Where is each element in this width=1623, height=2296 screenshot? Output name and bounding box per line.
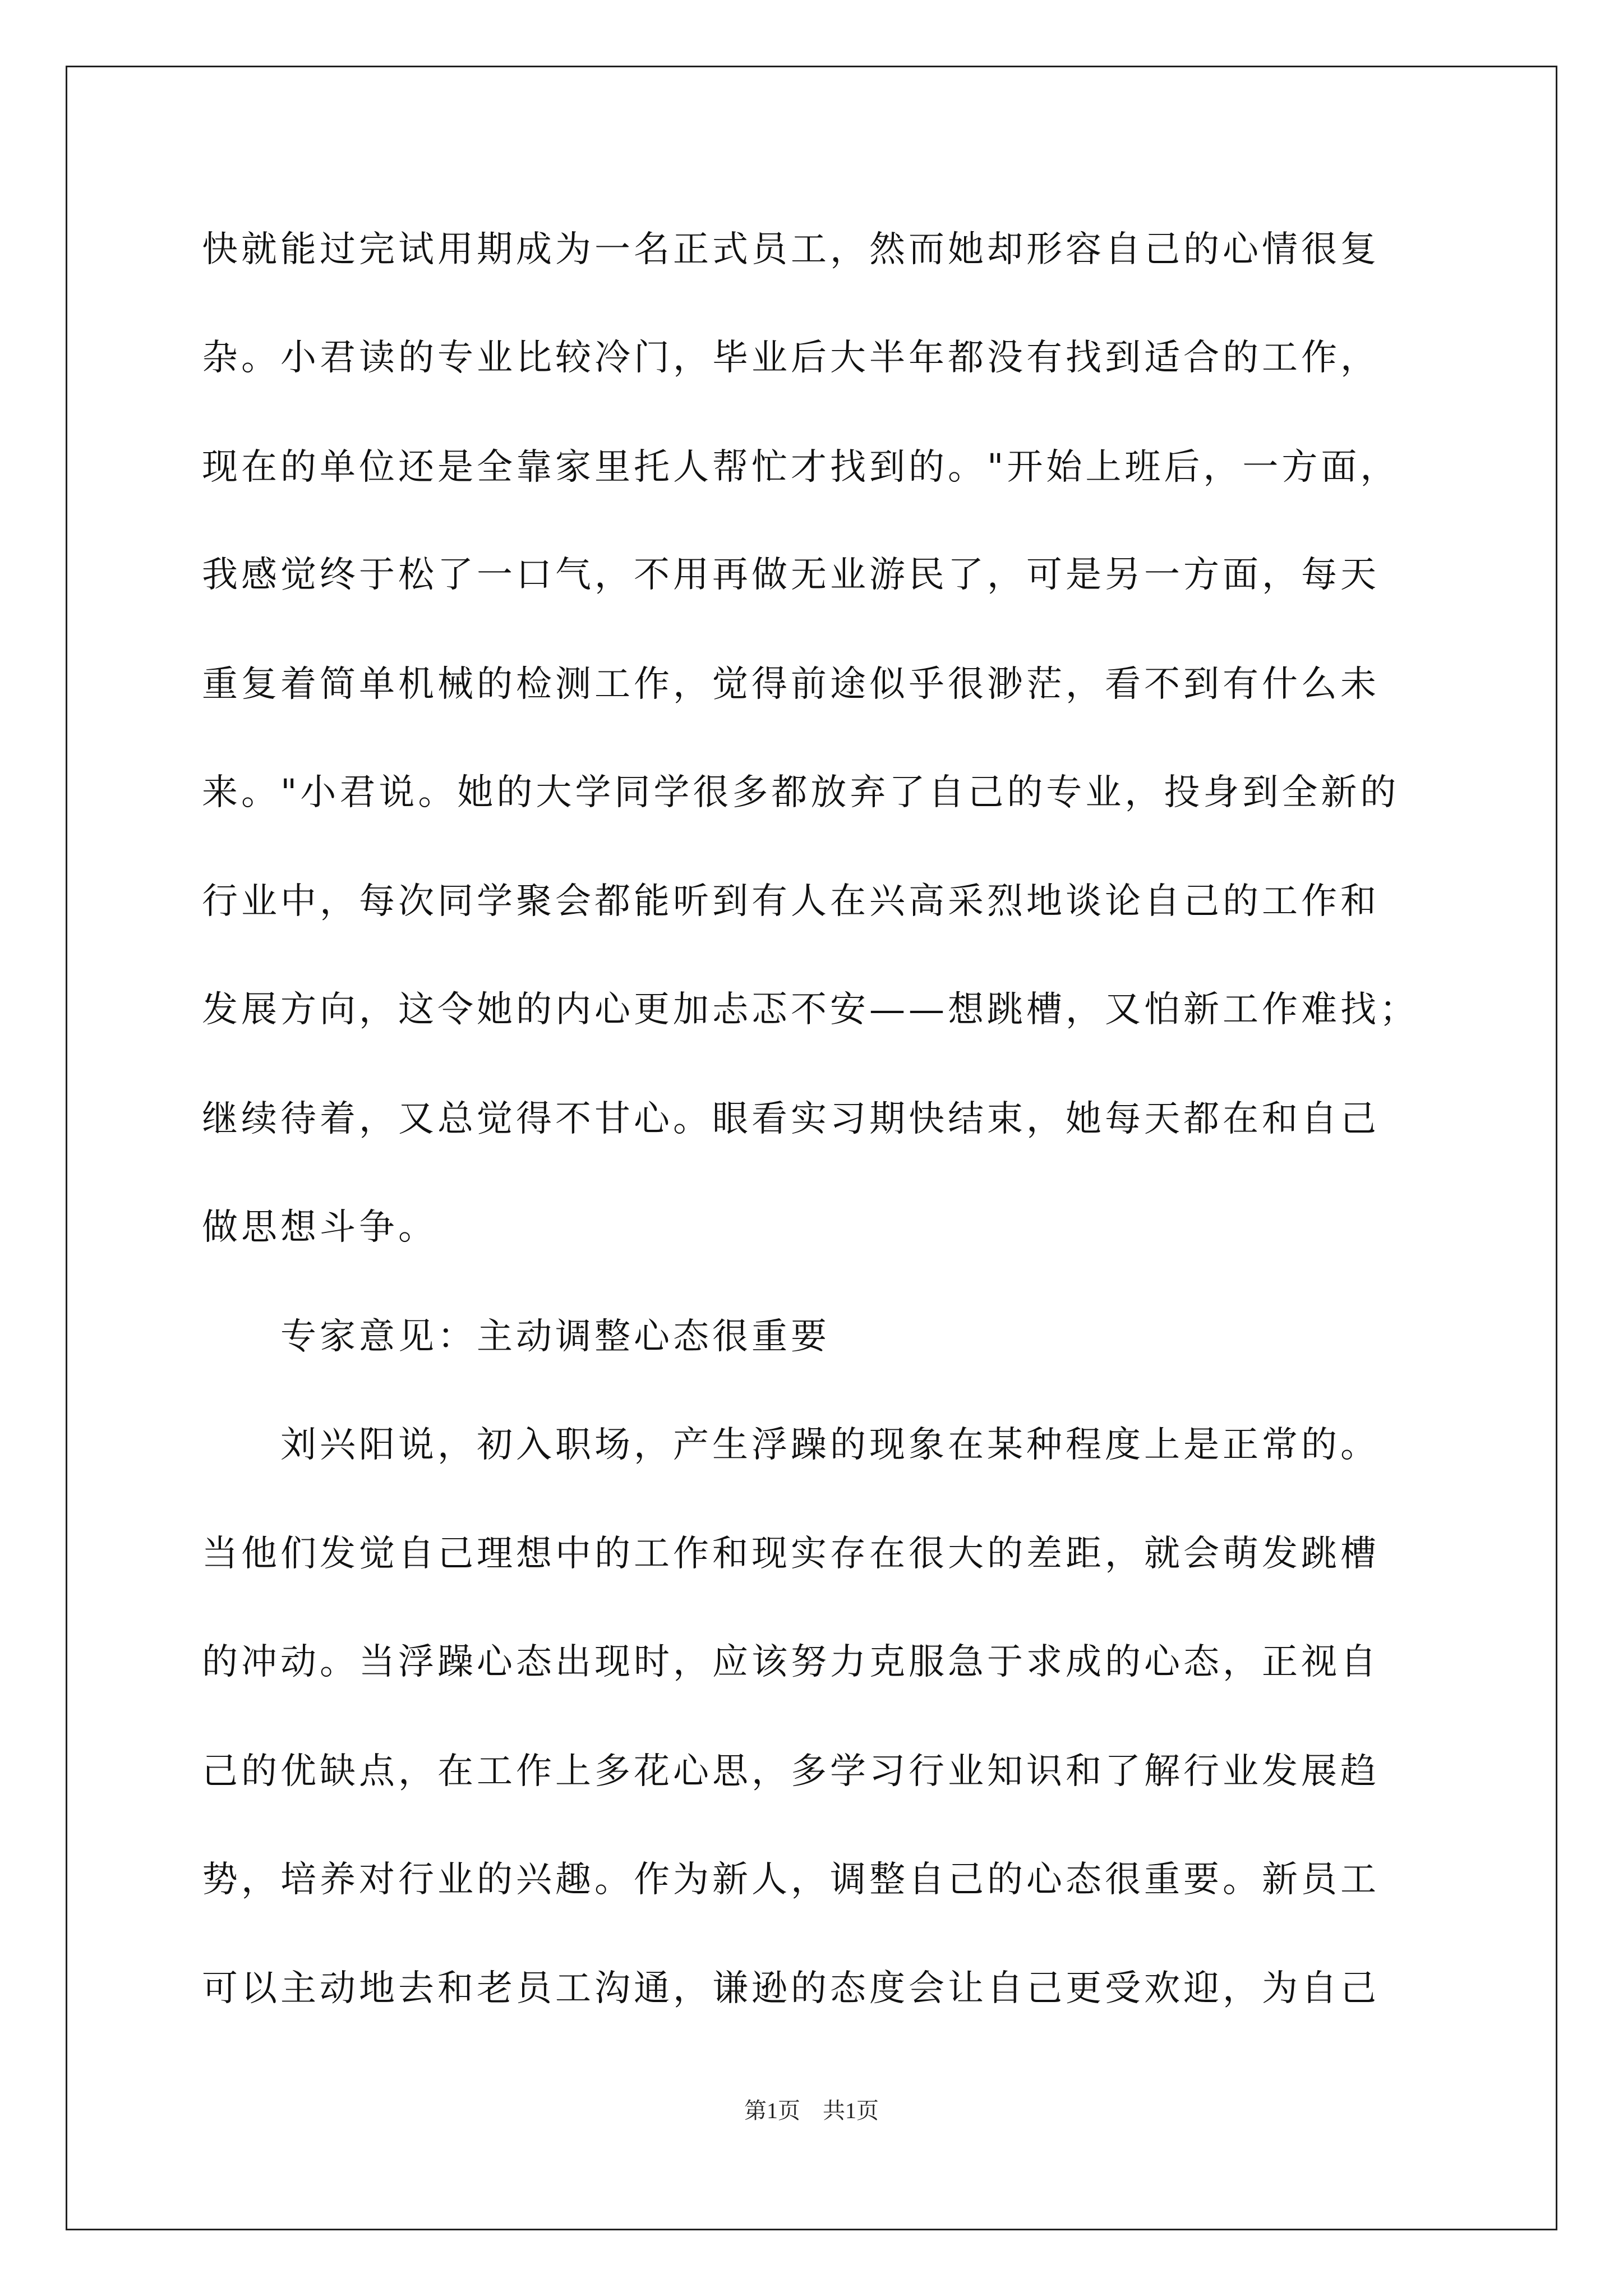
body-line: 的冲动。当浮躁心态出现时，应该努力克服急于求成的心态，正视自 <box>202 1641 1380 1683</box>
body-line: 重复着简单机械的检测工作，觉得前途似乎很渺茫，看不到有什么未 <box>202 664 1380 705</box>
body-line: 做思想斗争。 <box>202 1207 437 1248</box>
body-line: 继续待着，又总觉得不甘心。眼看实习期快结束，她每天都在和自己 <box>202 1098 1380 1140</box>
body-line: 现在的单位还是全靠家里托人帮忙才找到的。"开始上班后，一方面， <box>202 447 1400 488</box>
body-line: 发展方向，这令她的内心更加忐忑不安——想跳槽，又怕新工作难找； <box>202 989 1419 1030</box>
body-line: 势，培养对行业的兴趣。作为新人，调整自己的心态很重要。新员工 <box>202 1859 1380 1901</box>
body-line: 来。"小君说。她的大学同学很多都放弃了自己的专业，投身到全新的 <box>202 772 1400 813</box>
body-line: 快就能过完试用期成为一名正式员工，然而她却形容自己的心情很复 <box>202 229 1380 270</box>
page-number: 第1页 <box>744 2098 800 2123</box>
body-line: 可以主动地去和老员工沟通，谦逊的态度会让自己更受欢迎，为自己 <box>202 1968 1380 2009</box>
page-footer <box>0 2097 1623 2125</box>
body-line: 行业中，每次同学聚会都能听到有人在兴高采烈地谈论自己的工作和 <box>202 881 1380 922</box>
body-line: 己的优缺点，在工作上多花心思，多学习行业知识和了解行业发展趋 <box>202 1751 1380 1792</box>
body-line: 当他们发觉自己理想中的工作和现实存在很大的差距，就会萌发跳槽 <box>202 1533 1380 1575</box>
body-line: 杂。小君读的专业比较冷门，毕业后大半年都没有找到适合的工作， <box>202 337 1380 379</box>
section-heading: 专家意见：主动调整心态很重要 <box>280 1316 830 1358</box>
body-line: 我感觉终于松了一口气，不用再做无业游民了，可是另一方面，每天 <box>202 554 1380 596</box>
body-line: 刘兴阳说，初入职场，产生浮躁的现象在某种程度上是正常的。 <box>280 1424 1380 1466</box>
page-border <box>66 66 1557 2230</box>
page-total: 共1页 <box>823 2098 879 2123</box>
